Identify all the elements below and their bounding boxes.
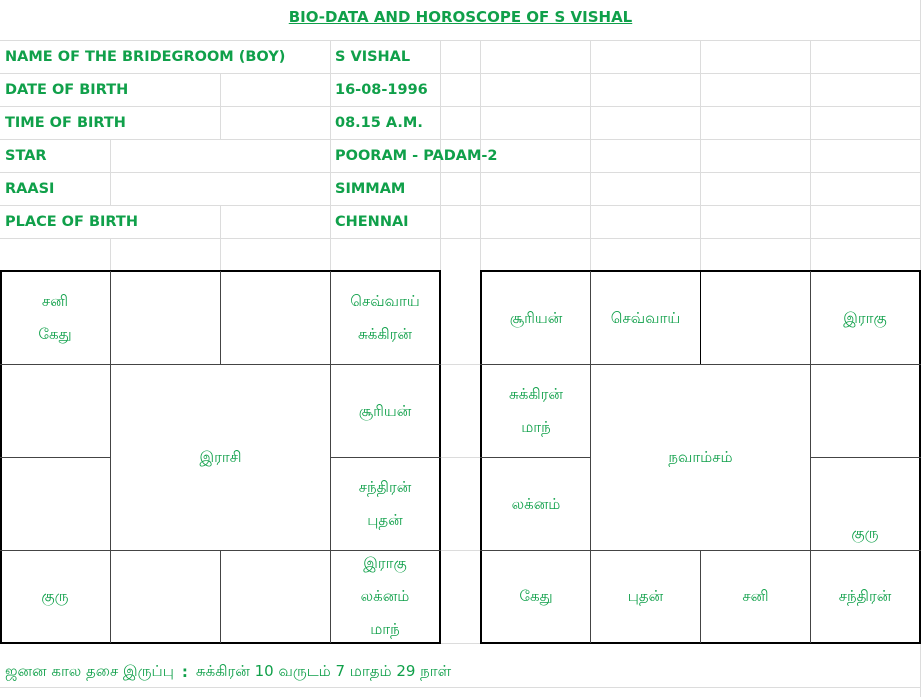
rasi-house-r3c3: இராகு லக்னம் மாந் <box>360 554 410 638</box>
navamsa-house-r0c1: செவ்வாய் <box>610 308 681 327</box>
rasi-house-r0c0: சனி கேது <box>38 292 72 343</box>
navamsa-house-r3c0: கேது <box>519 587 553 605</box>
navamsa-house-r0c3: இராகு <box>843 308 887 327</box>
pob-value: CHENNAI <box>335 214 409 230</box>
rasi-house-r2c3: சந்திரன் புதன் <box>358 478 412 529</box>
navamsa-house-r2c3: குரு <box>851 524 879 542</box>
name-value: S VISHAL <box>335 49 411 65</box>
rasi-center-label: இராசி <box>111 365 330 550</box>
tob-value: 08.15 A.M. <box>335 115 423 131</box>
page-title: BIO-DATA AND HOROSCOPE OF S VISHAL <box>288 8 633 26</box>
rasi-house-r0c3: செவ்வாய் சுக்கிரன் <box>350 292 420 343</box>
rasi-house-r3c2 <box>221 551 330 642</box>
rasi-house-r1c3: சூரியன் <box>358 401 412 420</box>
navamsa-house-r3c2: சனி <box>742 587 769 605</box>
navamsa-house-r1c0: சுக்கிரன் மாந் <box>509 385 563 436</box>
dasa-balance-value: சுக்கிரன் 10 வருடம் 7 மாதம் 29 நாள் <box>195 662 452 680</box>
raasi-value: SIMMAM <box>335 181 406 197</box>
dasa-balance-line <box>5 657 451 687</box>
navamsa-house-r1c3 <box>811 365 919 457</box>
navamsa-center-label: நவாம்சம் <box>591 365 810 550</box>
rasi-house-r3c0: குரு <box>41 587 69 605</box>
raasi-label: RAASI <box>5 181 55 197</box>
rasi-house-r0c2 <box>221 272 330 364</box>
star-label: STAR <box>5 148 47 164</box>
navamsa-house-r0c0: சூரியன் <box>509 308 563 327</box>
rasi-house-r3c1 <box>111 551 220 642</box>
pob-label: PLACE OF BIRTH <box>5 214 138 230</box>
navamsa-house-r3c3: சந்திரன் <box>838 587 892 605</box>
tob-label: TIME OF BIRTH <box>5 115 126 131</box>
dasa-balance-separator: : <box>181 663 188 681</box>
dob-label: DATE OF BIRTH <box>5 82 129 98</box>
navamsa-house-r2c0: லக்னம் <box>511 494 561 513</box>
star-value: POORAM - PADAM-2 <box>335 148 498 164</box>
navamsa-house-r0c2 <box>701 272 810 364</box>
dasa-balance-label: ஜனன கால தசை இருப்பு <box>5 662 174 680</box>
rasi-house-r0c1 <box>111 272 220 364</box>
dob-value: 16-08-1996 <box>335 82 428 98</box>
name-label: NAME OF THE BRIDEGROOM (BOY) <box>5 49 286 65</box>
rasi-house-r2c0 <box>0 458 110 550</box>
rasi-house-r1c0 <box>0 365 110 457</box>
navamsa-house-r3c1: புதன் <box>627 587 664 605</box>
